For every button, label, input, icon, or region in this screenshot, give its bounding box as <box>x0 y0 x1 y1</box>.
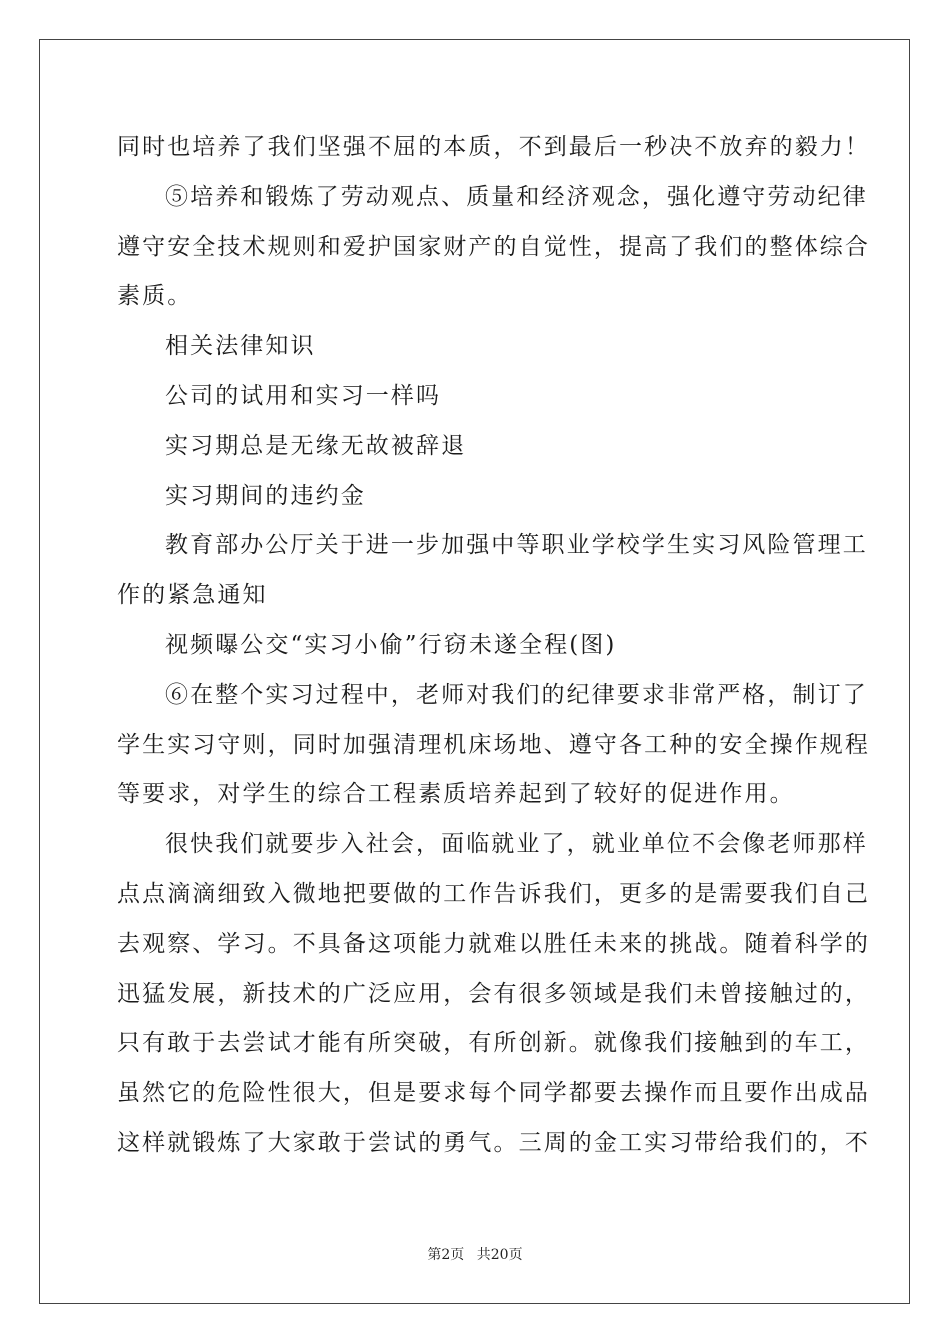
text-line: 实习期间的违约金 <box>165 482 366 509</box>
text-line: ⑥在整个实习过程中，老师对我们的纪律要求非常严格，制订了 <box>165 681 868 708</box>
text-line: 相关法律知识 <box>165 333 316 360</box>
text-line: 虽然它的危险性很大，但是要求每个同学都要去操作而且要作出成品 <box>117 1080 870 1107</box>
text-line: 点点滴滴细致入微地把要做的工作告诉我们，更多的是需要我们自己 <box>117 880 870 907</box>
text-line: 遵守安全技术规则和爱护国家财产的自觉性，提高了我们的整体综合 <box>117 233 870 260</box>
page-number: 第2页 <box>427 1247 465 1263</box>
text-line: 学生实习守则，同时加强清理机床场地、遵守各工种的安全操作规程 <box>117 731 870 758</box>
document-body <box>117 123 870 1169</box>
text-line: 等要求，对学生的综合工程素质培养起到了较好的促进作用。 <box>117 781 795 808</box>
page-footer <box>0 1244 950 1264</box>
text-line: 素质。 <box>117 283 193 310</box>
text-line: 去观察、学习。不具备这项能力就难以胜任未来的挑战。随着科学的 <box>117 930 870 957</box>
page-total: 共20页 <box>476 1247 523 1263</box>
text-line: 作的紧急通知 <box>117 582 268 609</box>
text-line: 教育部办公厅关于进一步加强中等职业学校学生实习风险管理工 <box>165 532 868 559</box>
text-line: 视频曝公交“实习小偷”行窃未遂全程(图) <box>165 631 617 658</box>
text-line: 迅猛发展，新技术的广泛应用，会有很多领域是我们未曾接触过的， <box>117 980 870 1007</box>
text-line: 公司的试用和实习一样吗 <box>165 382 442 409</box>
text-line: 这样就锻炼了大家敢于尝试的勇气。三周的金工实习带给我们的，不 <box>117 1129 870 1156</box>
text-line: 只有敢于去尝试才能有所突破，有所创新。就像我们接触到的车工， <box>117 1030 870 1057</box>
text-line: 很快我们就要步入社会，面临就业了，就业单位不会像老师那样 <box>165 831 868 858</box>
text-line: 实习期总是无缘无故被辞退 <box>165 432 467 459</box>
text-line: 同时也培养了我们坚强不屈的本质，不到最后一秒决不放弃的毅力！ <box>117 134 870 160</box>
text-line: ⑤培养和锻炼了劳动观点、质量和经济观念，强化遵守劳动纪律 <box>165 183 868 210</box>
